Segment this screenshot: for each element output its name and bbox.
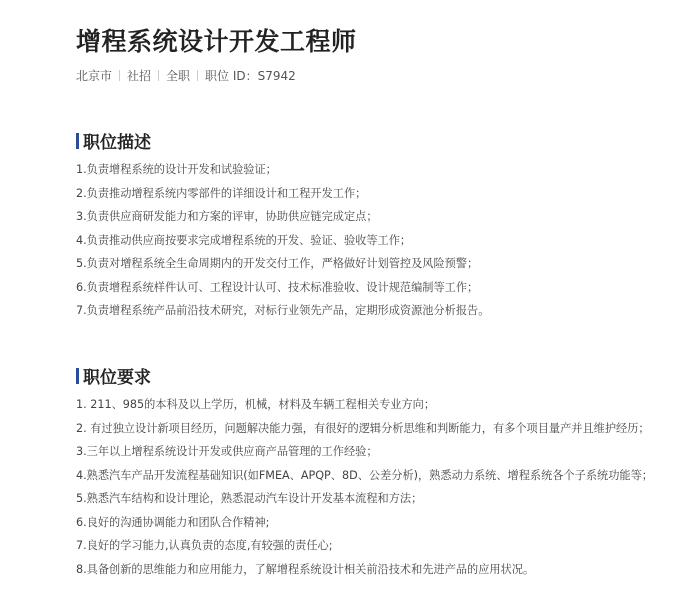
description-list [76,158,489,323]
list-item: 6.负责增程系统样件认可、工程设计认可、技术标准验收、设计规范编制等工作； [76,280,479,294]
list-item: 4.负责推动供应商按要求完成增程系统的开发、验证、验收等工作； [76,233,412,247]
list-item: 7.良好的学习能力,认真负责的态度,有较强的责任心; [76,539,333,552]
meta-employment: 全职 [166,69,191,83]
accent-bar [76,133,79,149]
list-item: 3.负责供应商研发能力和方案的评审，协助供应链完成定点； [76,210,378,223]
list-item: 6.良好的沟通协调能力和团队合作精神; [76,515,270,529]
accent-bar [76,368,79,384]
list-item: 4.熟悉汽车产品开发流程基础知识(如FMEA、APQP、8D、公差分析)，熟悉动力系统、增程系统各个子系统功能等； [76,468,653,482]
section-heading-label: 职位描述 [83,133,151,153]
list-item: 5.熟悉汽车结构和设计理论，熟悉混动汽车设计开发基本流程和方法； [76,492,423,505]
section-heading-requirements [76,363,151,388]
list-item: 3.三年以上增程系统设计开发或供应商产品管理的工作经验； [76,445,378,458]
section-heading-description [76,128,151,153]
list-item: 1. 211、985的本科及以上学历，机械，材料及车辆工程相关专业方向； [76,398,436,411]
meta-recruit-type: 社招 [127,69,152,83]
meta-job-id: S7942 [257,68,296,83]
meta-separator [119,70,120,81]
meta-separator [158,70,159,81]
job-meta [76,67,296,84]
meta-city: 北京市 [76,69,113,83]
list-item: 2.负责推动增程系统内零部件的详细设计和工程开发工作； [76,186,367,200]
meta-separator [197,70,198,81]
section-heading-label: 职位要求 [83,368,151,388]
job-title: 增程系统设计开发工程师 [76,27,357,56]
list-item: 2. 有过独立设计新项目经历，问题解决能力强，有很好的逻辑分析思维和判断能力，有多个项目量产并且维护经历； [76,421,650,435]
list-item: 7.负责增程系统产品前沿技术研究，对标行业领先产品，定期形成资源池分析报告。 [76,304,490,317]
list-item: 8.具备创新的思维能力和应用能力，了解增程系统设计相关前沿技术和先进产品的应用状况。 [76,562,535,576]
list-item: 1.负责增程系统的设计开发和试验验证； [76,163,277,176]
requirements-list [76,393,653,581]
list-item: 5.负责对增程系统全生命周期内的开发交付工作，严格做好计划管控及风险预警； [76,257,479,270]
meta-job-id-label: 职位 ID： [205,69,258,83]
